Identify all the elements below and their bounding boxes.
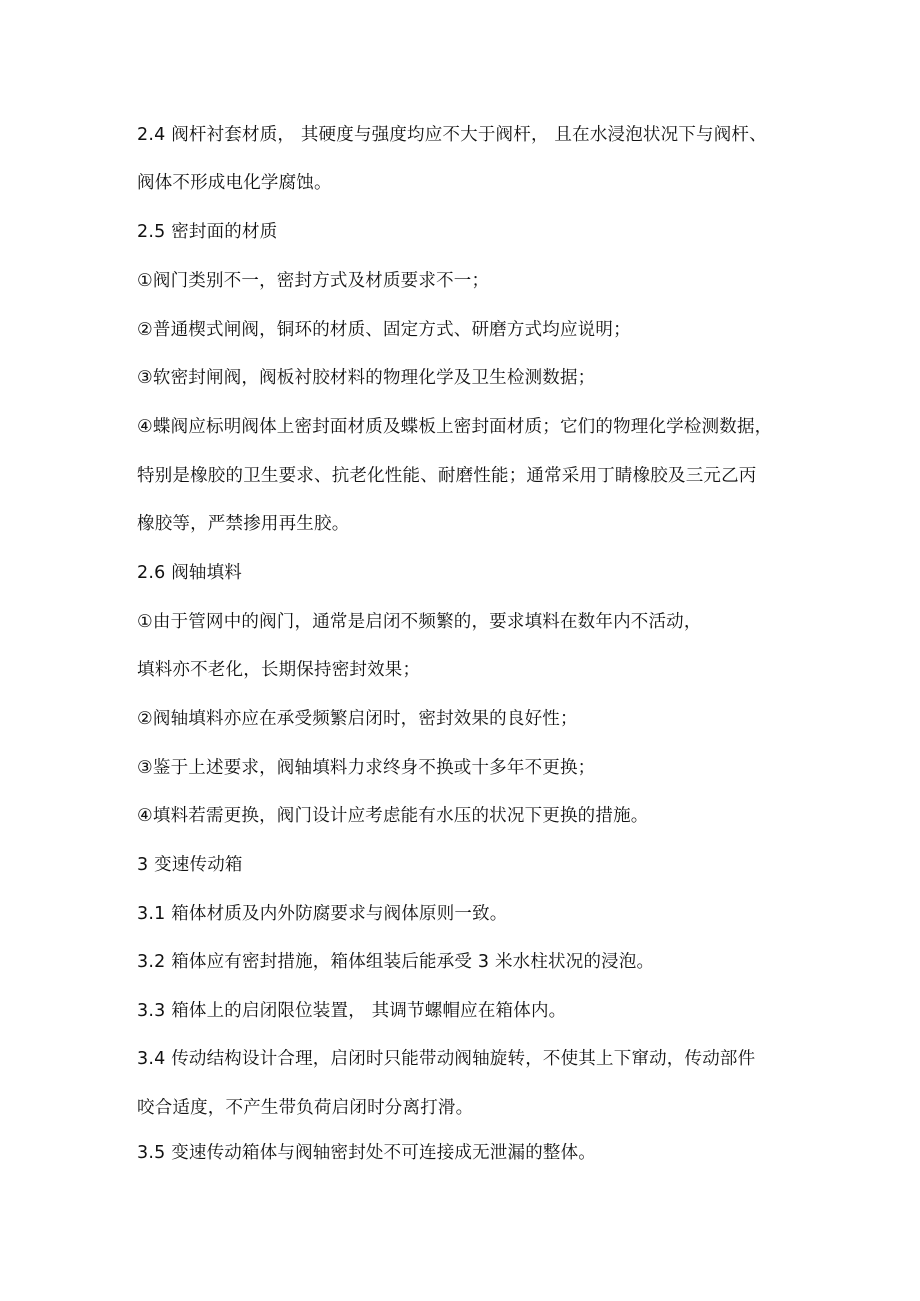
text-line: 橡胶等，严禁掺用再生胶。 bbox=[137, 514, 350, 534]
section-heading: 2.5 密封面的材质 bbox=[137, 222, 278, 242]
text-line: 3.2 箱体应有密封措施，箱体组装后能承受 3 米水柱状况的浸泡。 bbox=[137, 952, 655, 972]
text-line: 咬合适度，不产生带负荷启闭时分离打滑。 bbox=[137, 1098, 474, 1118]
list-item: ④蝶阀应标明阀体上密封面材质及蝶板上密封面材质；它们的物理化学检测数据， bbox=[137, 417, 773, 437]
list-item: ①阀门类别不一，密封方式及材质要求不一； bbox=[137, 271, 490, 291]
list-item: ②普通楔式闸阀，铜环的材质、固定方式、研磨方式均应说明； bbox=[137, 320, 631, 340]
text-line: 3.1 箱体材质及内外防腐要求与阀体原则一致。 bbox=[137, 904, 508, 924]
list-item: ①由于管网中的阀门，通常是启闭不频繁的，要求填料在数年内不活动， bbox=[137, 612, 702, 632]
text-line: 3.5 变速传动箱体与阀轴密封处不可连接成无泄漏的整体。 bbox=[137, 1143, 596, 1163]
section-heading: 2.6 阀轴填料 bbox=[137, 563, 242, 583]
text-line: 特别是橡胶的卫生要求、抗老化性能、耐磨性能；通常采用丁睛橡胶及三元乙丙 bbox=[137, 466, 757, 486]
list-item: ③软密封闸阀，阀板衬胶材料的物理化学及卫生检测数据； bbox=[137, 368, 596, 388]
section-heading: 3 变速传动箱 bbox=[137, 855, 243, 875]
list-item: ②阀轴填料亦应在承受频繁启闭时，密封效果的良好性； bbox=[137, 709, 578, 729]
list-item: ④填料若需更换，阀门设计应考虑能有水压的状况下更换的措施。 bbox=[137, 806, 649, 826]
text-line: 阀体不形成电化学腐蚀。 bbox=[137, 173, 332, 193]
text-line: 3.4 传动结构设计合理，启闭时只能带动阀轴旋转，不使其上下窜动，传动部件 bbox=[137, 1049, 756, 1069]
text-line: 填料亦不老化，长期保持密封效果； bbox=[137, 660, 421, 680]
list-item: ③鉴于上述要求，阀轴填料力求终身不换或十多年不更换； bbox=[137, 758, 596, 778]
text-line: 3.3 箱体上的启闭限位装置， 其调节螺帽应在箱体内。 bbox=[137, 1001, 567, 1021]
text-line: 2.4 阀杆衬套材质， 其硬度与强度均应不大于阀杆， 且在水浸泡状况下与阀杆、 bbox=[137, 125, 767, 145]
